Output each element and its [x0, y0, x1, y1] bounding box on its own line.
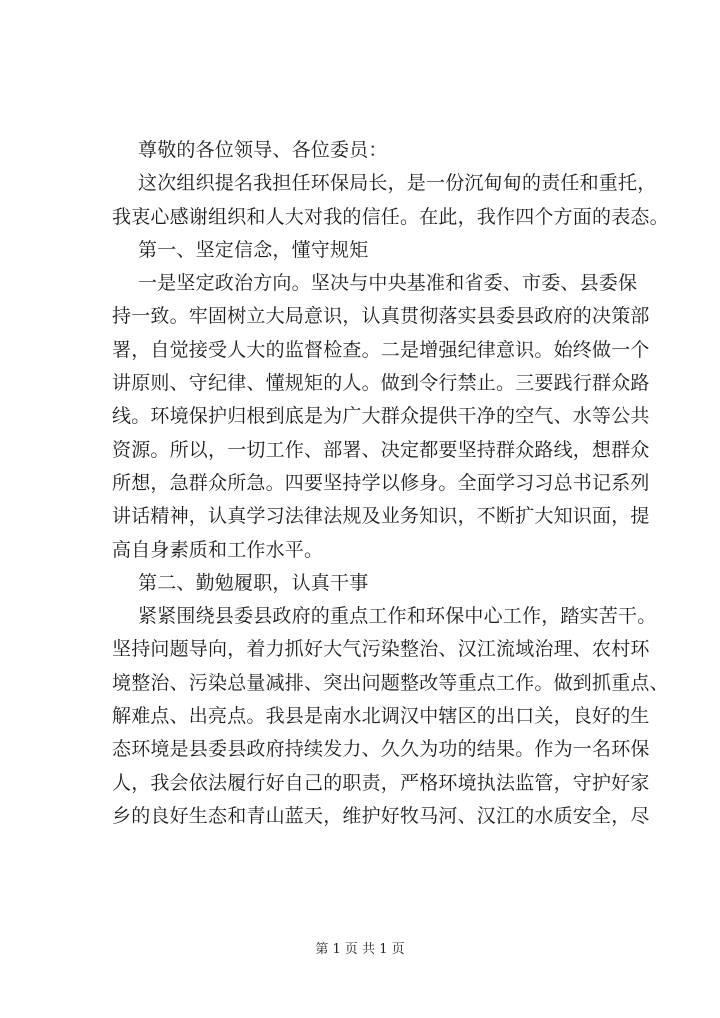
document-body [112, 134, 669, 833]
text-line: 人，我会依法履行好自己的职责，严格环境执法监管，守护好家 [112, 771, 650, 794]
section-heading: 第二、勤勉履职，认真干事 [138, 571, 369, 594]
text-line: 讲话精神，认真学习法律法规及业务知识，不断扩大知识面，提 [112, 505, 650, 528]
text-line: 尊敬的各位领导、各位委员： [138, 139, 388, 161]
text-line: 持一致。牢固树立大局意识，认真贯彻落实县委县政府的决策部 [112, 305, 650, 328]
text-line: 我衷心感谢组织和人大对我的信任。在此，我作四个方面的表态。 [112, 205, 669, 228]
page-number: 第 1 页 共 1 页 [315, 942, 405, 957]
text-line: 境整治、污染总量减排、突出问题整改等重点工作。做到抓重点、 [112, 671, 669, 694]
text-line: 紧紧围绕县委县政府的重点工作和环保中心工作，踏实苦干。 [138, 605, 657, 628]
text-line: 坚持问题导向，着力抓好大气污染整治、汉江流域治理、农村环 [112, 638, 650, 661]
section-heading: 第一、坚定信念，懂守规矩 [138, 238, 369, 261]
text-line: 高自身素质和工作水平。 [112, 538, 324, 561]
text-line: 资源。所以，一切工作、部署、决定都要坚持群众路线，想群众 [112, 438, 650, 461]
text-line: 乡的良好生态和青山蓝天，维护好牧马河、汉江的水质安全，尽 [112, 804, 650, 827]
text-line: 署，自觉接受人大的监督检查。二是增强纪律意识。始终做一个 [112, 338, 650, 361]
text-line: 讲原则、守纪律、懂规矩的人。做到令行禁止。三要践行群众路 [112, 372, 650, 395]
text-line: 态环境是县委县政府持续发力、久久为功的结果。作为一名环保 [112, 738, 650, 761]
text-line: 所想，急群众所急。四要坚持学以修身。全面学习习总书记系列 [112, 471, 650, 494]
text-line: 解难点、出亮点。我县是南水北调汉中辖区的出口关，良好的生 [112, 705, 650, 728]
text-line: 这次组织提名我担任环保局长，是一份沉甸甸的责任和重托， [138, 172, 657, 195]
text-line: 线。环境保护归根到底是为广大群众提供干净的空气、水等公共 [112, 405, 650, 428]
text-line: 一是坚定政治方向。坚决与中央基准和省委、市委、县委保 [138, 272, 638, 295]
